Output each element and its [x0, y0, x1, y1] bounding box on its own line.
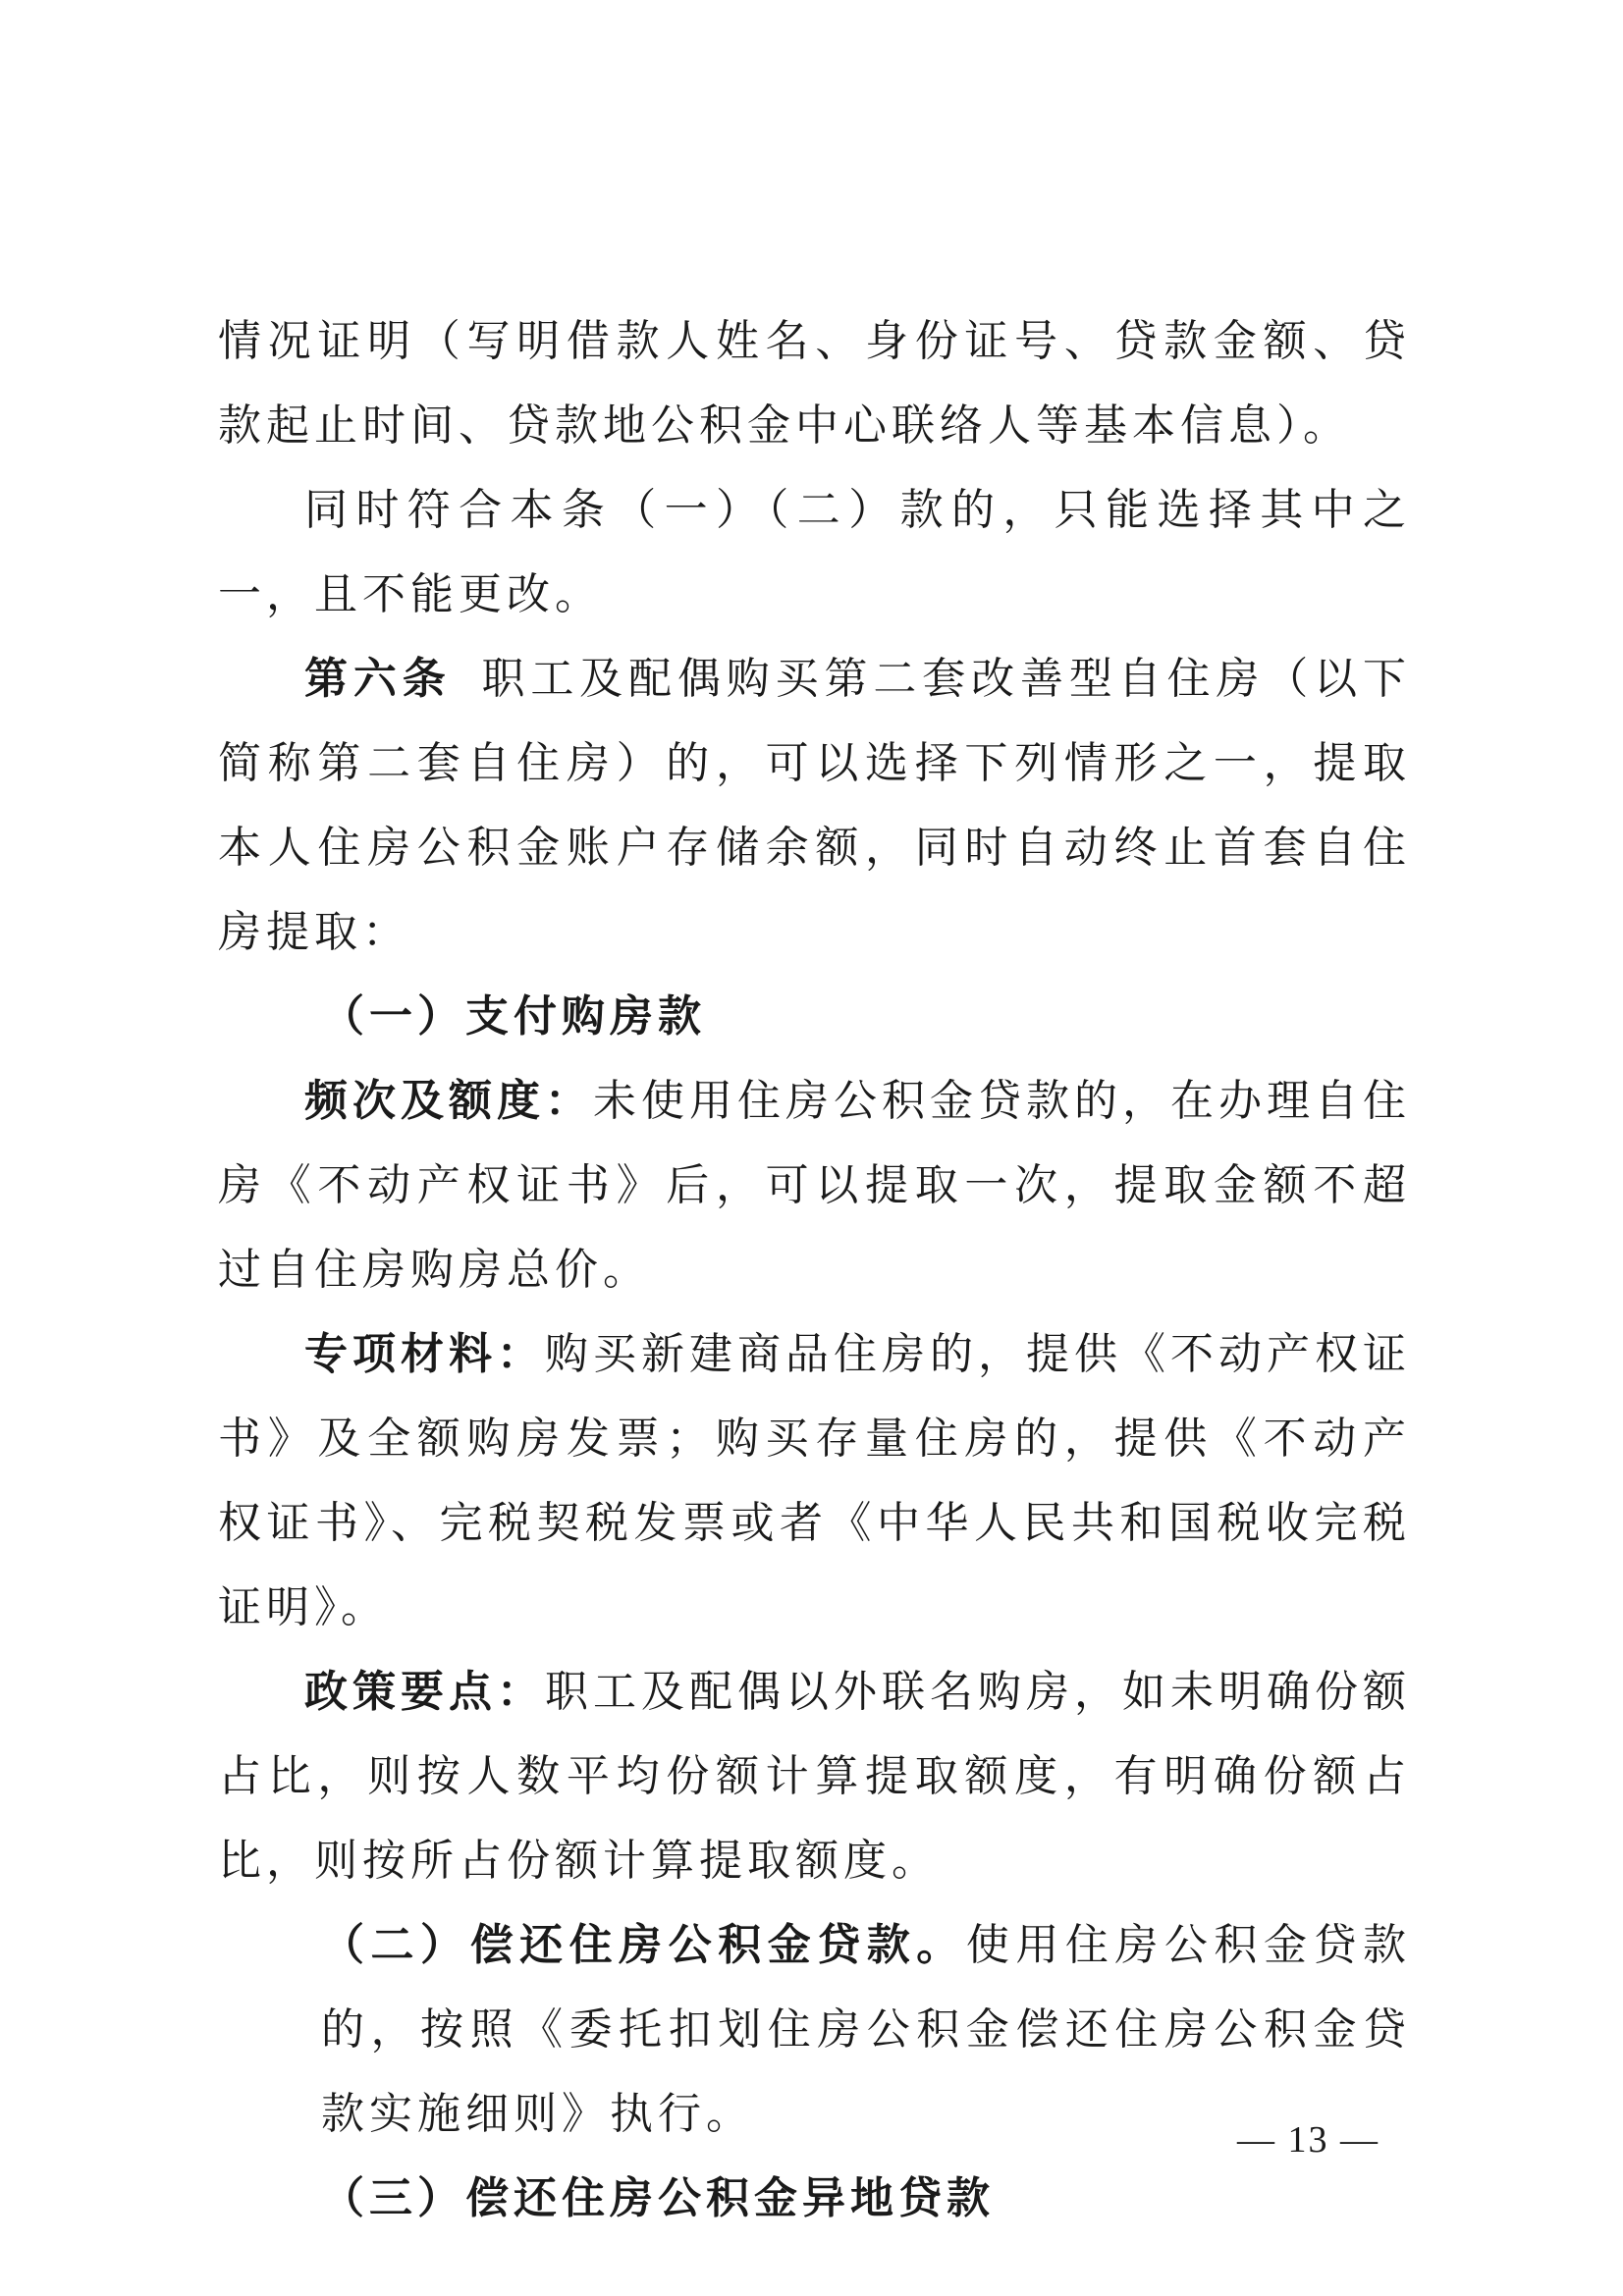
article-six	[218, 637, 1411, 975]
paragraph-text: 未使用住房公积金贷款的，在办理自住房《不动产权证书》后，可以提取一次，提取金额不超过自住房购房总价。	[218, 1076, 1411, 1295]
item-three-heading	[218, 2157, 1411, 2241]
document-body	[218, 299, 1411, 2241]
item-two	[218, 1903, 1411, 2157]
article-text: 职工及配偶购买第二套改善型自住房（以下简称第二套自住房）的，可以选择下列情形之一，提取本人住房公积金账户存储余额，同时自动终止首套自住房提取：	[218, 654, 1412, 957]
paragraph-loan-certificate	[218, 299, 1411, 468]
page-number: — 13 —	[1237, 2119, 1380, 2161]
item-heading-text: （三）偿还住房公积金异地贷款	[321, 2173, 995, 2223]
paragraph-policy-points	[218, 1650, 1411, 1903]
paragraph-text: 购买新建商品住房的，提供《不动产权证书》及全额购房发票；购买存量住房的，提供《不动产权证书》、完税契税发票或者《中华人民共和国税收完税证明》。	[218, 1329, 1411, 1632]
paragraph-label: 政策要点：	[304, 1667, 545, 1717]
paragraph-label: 专项材料：	[304, 1329, 545, 1379]
item-heading-text: （二）偿还住房公积金贷款。	[321, 1920, 966, 1970]
paragraph-text: 职工及配偶以外联名购房，如未明确份额占比，则按人数平均份额计算提取额度，有明确份额占比，则按所占份额计算提取额度。	[218, 1667, 1411, 1886]
article-label: 第六条	[304, 654, 452, 704]
item-heading-text: （一）支付购房款	[321, 991, 706, 1041]
paragraph-label: 频次及额度：	[304, 1076, 593, 1126]
paragraph-frequency-amount	[218, 1059, 1411, 1312]
item-one-heading	[218, 975, 1411, 1059]
paragraph-choose-one	[218, 468, 1411, 637]
paragraph-special-materials	[218, 1312, 1411, 1650]
item-text: 使用住房公积金贷款的，按照《委托扣划住房公积金偿还住房公积金贷款实施细则》执行。	[321, 1920, 1412, 2139]
paragraph-text: 情况证明（写明借款人姓名、身份证号、贷款金额、贷款起止时间、贷款地公积金中心联络人等基本信息）。	[218, 316, 1411, 451]
paragraph-text: 同时符合本条（一）（二）款的，只能选择其中之一，且不能更改。	[218, 485, 1411, 619]
